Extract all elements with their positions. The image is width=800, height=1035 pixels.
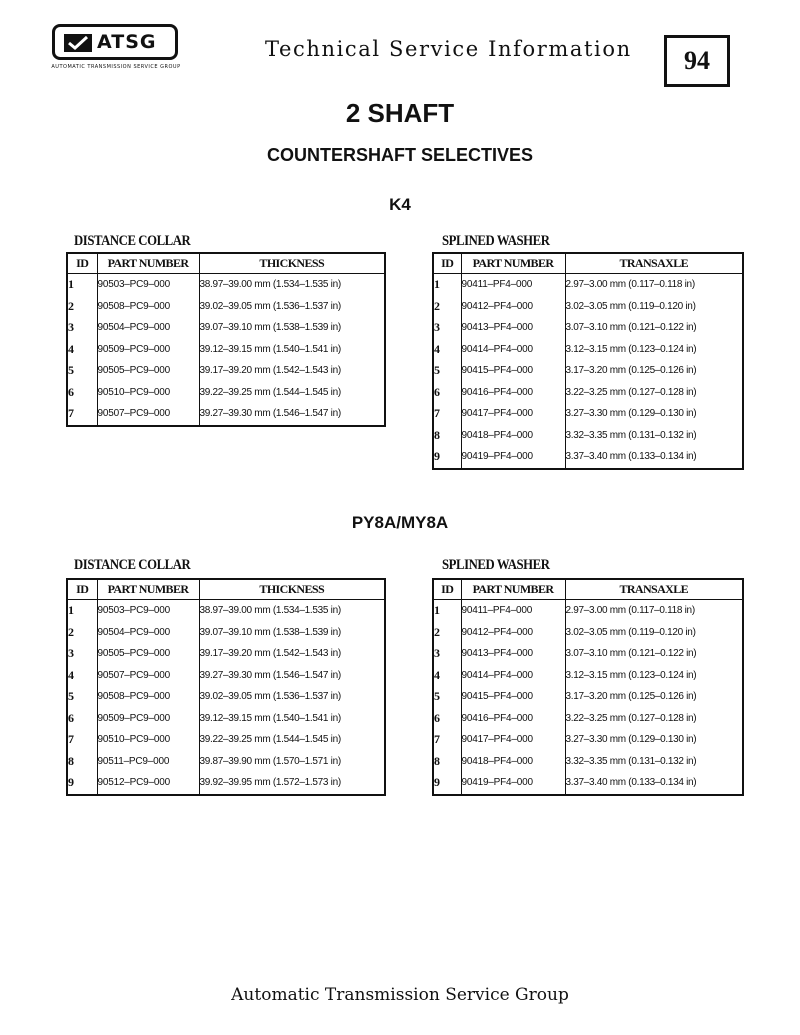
part-number-cell: 90507–PC9–000 bbox=[97, 665, 199, 687]
value-cell: 3.07–3.10 mm (0.121–0.122 in) bbox=[565, 643, 743, 665]
table-row bbox=[67, 686, 385, 708]
value-cell: 3.32–3.35 mm (0.131–0.132 in) bbox=[565, 425, 743, 447]
header-row bbox=[433, 253, 743, 274]
value-cell: 39.22–39.25 mm (1.544–1.545 in) bbox=[199, 382, 385, 404]
table-row bbox=[67, 382, 385, 404]
id-cell: 8 bbox=[68, 753, 74, 768]
table-row bbox=[433, 403, 743, 425]
table-row bbox=[433, 600, 743, 622]
part-number-cell: 90507–PC9–000 bbox=[97, 403, 199, 426]
part-number-cell: 90508–PC9–000 bbox=[97, 686, 199, 708]
part-number-cell: 90416–PF4–000 bbox=[461, 382, 565, 404]
table-row bbox=[67, 600, 385, 622]
part-number-cell: 90414–PF4–000 bbox=[461, 665, 565, 687]
header-row bbox=[433, 579, 743, 600]
part-number-cell: 90413–PF4–000 bbox=[461, 317, 565, 339]
part-number-cell: 90419–PF4–000 bbox=[461, 772, 565, 795]
id-cell: 7 bbox=[68, 406, 74, 421]
value-cell: 39.02–39.05 mm (1.536–1.537 in) bbox=[199, 686, 385, 708]
value-cell: 3.27–3.30 mm (0.129–0.130 in) bbox=[565, 729, 743, 751]
value-cell: 39.92–39.95 mm (1.572–1.573 in) bbox=[199, 772, 385, 795]
value-column-header: TRANSAXLE bbox=[565, 253, 743, 274]
logo-badge bbox=[52, 24, 178, 60]
table-row bbox=[433, 622, 743, 644]
value-cell: 39.27–39.30 mm (1.546–1.547 in) bbox=[199, 665, 385, 687]
splined-washer-table bbox=[432, 578, 744, 796]
id-cell: 3 bbox=[68, 646, 74, 661]
id-column-header: ID bbox=[433, 579, 461, 600]
part-number-cell: 90414–PF4–000 bbox=[461, 339, 565, 361]
table-row bbox=[67, 274, 385, 296]
part-number-cell: 90505–PC9–000 bbox=[97, 360, 199, 382]
value-cell: 38.97–39.00 mm (1.534–1.535 in) bbox=[199, 600, 385, 622]
table-row bbox=[67, 751, 385, 773]
value-cell: 3.22–3.25 mm (0.127–0.128 in) bbox=[565, 708, 743, 730]
id-cell: 1 bbox=[434, 603, 440, 618]
table-row bbox=[433, 425, 743, 447]
table-row bbox=[433, 339, 743, 361]
id-cell: 7 bbox=[434, 732, 440, 747]
table-row bbox=[433, 382, 743, 404]
value-cell: 3.37–3.40 mm (0.133–0.134 in) bbox=[565, 772, 743, 795]
part-number-cell: 90413–PF4–000 bbox=[461, 643, 565, 665]
logo-subtext: AUTOMATIC TRANSMISSION SERVICE GROUP bbox=[51, 64, 181, 70]
id-cell: 3 bbox=[68, 320, 74, 335]
table-row bbox=[433, 643, 743, 665]
id-cell: 5 bbox=[434, 689, 440, 704]
id-cell: 7 bbox=[68, 732, 74, 747]
splined-washer-title: SPLINED WASHER bbox=[442, 557, 550, 573]
part-number-cell: 90512–PC9–000 bbox=[97, 772, 199, 795]
table-row bbox=[433, 317, 743, 339]
value-cell: 2.97–3.00 mm (0.117–0.118 in) bbox=[565, 274, 743, 296]
part-number-cell: 90511–PC9–000 bbox=[97, 751, 199, 773]
part-number-cell: 90412–PF4–000 bbox=[461, 622, 565, 644]
table-row bbox=[67, 643, 385, 665]
value-cell: 39.17–39.20 mm (1.542–1.543 in) bbox=[199, 643, 385, 665]
table-row bbox=[67, 360, 385, 382]
id-cell: 2 bbox=[434, 298, 440, 313]
part-number-cell: 90509–PC9–000 bbox=[97, 708, 199, 730]
sub-heading: COUNTERSHAFT SELECTIVES bbox=[266, 145, 534, 165]
table-row bbox=[67, 622, 385, 644]
footer-text: Automatic Transmission Service Group bbox=[231, 985, 569, 1005]
value-cell: 3.32–3.35 mm (0.131–0.132 in) bbox=[565, 751, 743, 773]
id-column-header: ID bbox=[67, 253, 97, 274]
id-cell: 5 bbox=[68, 689, 74, 704]
header-row bbox=[67, 253, 385, 274]
value-cell: 2.97–3.00 mm (0.117–0.118 in) bbox=[565, 600, 743, 622]
part-number-cell: 90503–PC9–000 bbox=[97, 274, 199, 296]
table-row bbox=[433, 708, 743, 730]
id-cell: 4 bbox=[434, 667, 440, 682]
value-cell: 39.87–39.90 mm (1.570–1.571 in) bbox=[199, 751, 385, 773]
value-column-header: THICKNESS bbox=[199, 253, 385, 274]
part-number-cell: 90505–PC9–000 bbox=[97, 643, 199, 665]
distance-collar-table bbox=[66, 252, 386, 427]
id-cell: 4 bbox=[68, 341, 74, 356]
value-cell: 39.27–39.30 mm (1.546–1.547 in) bbox=[199, 403, 385, 426]
splined-washer-title: SPLINED WASHER bbox=[442, 233, 550, 249]
id-column-header: ID bbox=[433, 253, 461, 274]
part-number-cell: 90416–PF4–000 bbox=[461, 708, 565, 730]
table-row bbox=[433, 772, 743, 795]
splined-washer-table bbox=[432, 252, 744, 470]
part-number-column-header: PART NUMBER bbox=[461, 253, 565, 274]
header-title: Technical Service Information bbox=[265, 37, 632, 61]
part-number-cell: 90411–PF4–000 bbox=[461, 274, 565, 296]
part-number-cell: 90411–PF4–000 bbox=[461, 600, 565, 622]
id-cell: 9 bbox=[68, 775, 74, 790]
model-heading-py8a-my8a: PY8A/MY8A bbox=[351, 513, 449, 532]
distance-collar-title: DISTANCE COLLAR bbox=[74, 557, 191, 573]
value-cell: 3.12–3.15 mm (0.123–0.124 in) bbox=[565, 339, 743, 361]
table-row bbox=[433, 296, 743, 318]
table-row bbox=[67, 296, 385, 318]
id-cell: 2 bbox=[434, 624, 440, 639]
id-cell: 2 bbox=[68, 298, 74, 313]
id-cell: 2 bbox=[68, 624, 74, 639]
part-number-cell: 90415–PF4–000 bbox=[461, 686, 565, 708]
id-cell: 4 bbox=[68, 667, 74, 682]
header-row bbox=[67, 579, 385, 600]
value-column-header: THICKNESS bbox=[199, 579, 385, 600]
value-cell: 39.02–39.05 mm (1.536–1.537 in) bbox=[199, 296, 385, 318]
part-number-cell: 90418–PF4–000 bbox=[461, 751, 565, 773]
id-cell: 8 bbox=[434, 753, 440, 768]
part-number-column-header: PART NUMBER bbox=[97, 253, 199, 274]
table-row bbox=[67, 708, 385, 730]
part-number-cell: 90510–PC9–000 bbox=[97, 729, 199, 751]
distance-collar-table bbox=[66, 578, 386, 796]
table-row bbox=[67, 772, 385, 795]
table-row bbox=[67, 665, 385, 687]
part-number-cell: 90419–PF4–000 bbox=[461, 446, 565, 469]
table-row bbox=[433, 729, 743, 751]
part-number-cell: 90508–PC9–000 bbox=[97, 296, 199, 318]
value-column-header: TRANSAXLE bbox=[565, 579, 743, 600]
part-number-cell: 90415–PF4–000 bbox=[461, 360, 565, 382]
value-cell: 38.97–39.00 mm (1.534–1.535 in) bbox=[199, 274, 385, 296]
id-column-header: ID bbox=[67, 579, 97, 600]
part-number-cell: 90504–PC9–000 bbox=[97, 317, 199, 339]
table-row bbox=[433, 360, 743, 382]
value-cell: 3.17–3.20 mm (0.125–0.126 in) bbox=[565, 686, 743, 708]
part-number-cell: 90503–PC9–000 bbox=[97, 600, 199, 622]
checkmark-icon bbox=[63, 32, 93, 54]
table-row bbox=[67, 339, 385, 361]
value-cell: 39.22–39.25 mm (1.544–1.545 in) bbox=[199, 729, 385, 751]
part-number-column-header: PART NUMBER bbox=[461, 579, 565, 600]
id-cell: 9 bbox=[434, 775, 440, 790]
id-cell: 6 bbox=[434, 384, 440, 399]
id-cell: 6 bbox=[68, 384, 74, 399]
id-cell: 9 bbox=[434, 449, 440, 464]
id-cell: 4 bbox=[434, 341, 440, 356]
value-cell: 3.27–3.30 mm (0.129–0.130 in) bbox=[565, 403, 743, 425]
id-cell: 5 bbox=[68, 363, 74, 378]
value-cell: 3.07–3.10 mm (0.121–0.122 in) bbox=[565, 317, 743, 339]
id-cell: 1 bbox=[68, 277, 74, 292]
id-cell: 8 bbox=[434, 427, 440, 442]
value-cell: 39.07–39.10 mm (1.538–1.539 in) bbox=[199, 622, 385, 644]
part-number-cell: 90504–PC9–000 bbox=[97, 622, 199, 644]
id-cell: 3 bbox=[434, 320, 440, 335]
part-number-cell: 90510–PC9–000 bbox=[97, 382, 199, 404]
main-heading: 2 SHAFT bbox=[345, 98, 455, 128]
id-cell: 7 bbox=[434, 406, 440, 421]
id-cell: 1 bbox=[434, 277, 440, 292]
id-cell: 6 bbox=[68, 710, 74, 725]
page-number: 94 bbox=[664, 35, 730, 87]
model-heading-k4: K4 bbox=[389, 195, 411, 214]
id-cell: 6 bbox=[434, 710, 440, 725]
value-cell: 39.17–39.20 mm (1.542–1.543 in) bbox=[199, 360, 385, 382]
table-row bbox=[67, 403, 385, 426]
id-cell: 1 bbox=[68, 603, 74, 618]
table-row bbox=[433, 446, 743, 469]
part-number-column-header: PART NUMBER bbox=[97, 579, 199, 600]
part-number-cell: 90509–PC9–000 bbox=[97, 339, 199, 361]
atsg-logo bbox=[52, 24, 180, 68]
table-row bbox=[433, 686, 743, 708]
value-cell: 39.12–39.15 mm (1.540–1.541 in) bbox=[199, 708, 385, 730]
distance-collar-title: DISTANCE COLLAR bbox=[74, 233, 191, 249]
part-number-cell: 90412–PF4–000 bbox=[461, 296, 565, 318]
table-row bbox=[67, 729, 385, 751]
value-cell: 3.17–3.20 mm (0.125–0.126 in) bbox=[565, 360, 743, 382]
value-cell: 3.37–3.40 mm (0.133–0.134 in) bbox=[565, 446, 743, 469]
value-cell: 3.02–3.05 mm (0.119–0.120 in) bbox=[565, 622, 743, 644]
value-cell: 39.12–39.15 mm (1.540–1.541 in) bbox=[199, 339, 385, 361]
logo-text: ATSG bbox=[97, 31, 157, 53]
id-cell: 3 bbox=[434, 646, 440, 661]
value-cell: 3.12–3.15 mm (0.123–0.124 in) bbox=[565, 665, 743, 687]
table-row bbox=[433, 665, 743, 687]
value-cell: 3.02–3.05 mm (0.119–0.120 in) bbox=[565, 296, 743, 318]
table-row bbox=[67, 317, 385, 339]
value-cell: 39.07–39.10 mm (1.538–1.539 in) bbox=[199, 317, 385, 339]
id-cell: 5 bbox=[434, 363, 440, 378]
part-number-cell: 90417–PF4–000 bbox=[461, 403, 565, 425]
value-cell: 3.22–3.25 mm (0.127–0.128 in) bbox=[565, 382, 743, 404]
table-row bbox=[433, 751, 743, 773]
part-number-cell: 90417–PF4–000 bbox=[461, 729, 565, 751]
part-number-cell: 90418–PF4–000 bbox=[461, 425, 565, 447]
table-row bbox=[433, 274, 743, 296]
